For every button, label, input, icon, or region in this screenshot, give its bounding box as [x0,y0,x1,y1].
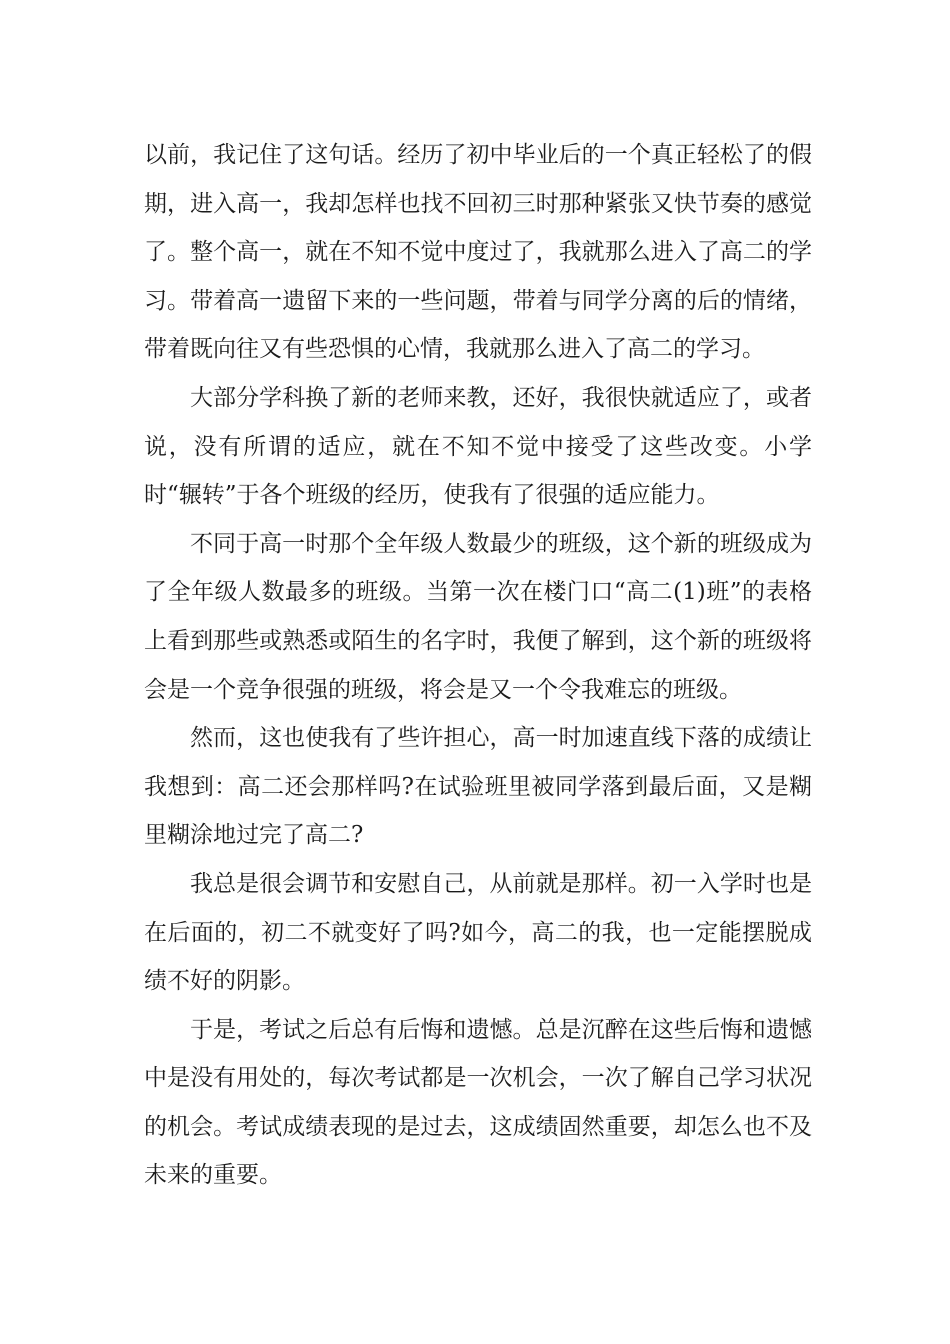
body-text [144,131,812,1200]
paragraph-1: 以前，我记住了这句话。经历了初中毕业后的一个真正轻松了的假期，进入高一，我却怎样也找不回初三时那种紧张又快节奏的感觉了。整个高一，就在不知不觉中度过了，我就那么进入了高二的学习。带着高一遗留下来的一些问题，带着与同学分离的后的情绪，带着既向往又有些恐惧的心情，我就那么进入了高二的学习。 [144,142,812,363]
paragraph-3: 不同于高一时那个全年级人数最少的班级，这个新的班级成为了全年级人数最多的班级。当第一次在楼门口“高二(1)班”的表格上看到那些或熟悉或陌生的名字时，我便了解到，这个新的班级将会是一个竞争很强的班级，将会是又一个令我难忘的班级。 [144,530,812,703]
paragraph-2: 大部分学科换了新的老师来教，还好，我很快就适应了，或者说，没有所谓的适应，就在不知不觉中接受了这些改变。小学时“辗转”于各个班级的经历，使我有了很强的适应能力。 [144,384,812,509]
paragraph-4: 然而，这也使我有了些许担心，高一时加速直线下落的成绩让我想到：高二还会那样吗?在试验班里被同学落到最后面，又是糊里糊涂地过完了高二? [144,725,812,849]
paragraph-5: 我总是很会调节和安慰自己，从前就是那样。初一入学时也是在后面的，初二不就变好了吗?如今，高二的我，也一定能摆脱成绩不好的阴影。 [144,870,812,995]
paragraph-6: 于是，考试之后总有后悔和遗憾。总是沉醉在这些后悔和遗憾中是没有用处的，每次考试都是一次机会，一次了解自己学习状况的机会。考试成绩表现的是过去，这成绩固然重要，却怎么也不及未来的重要。 [144,1016,812,1189]
